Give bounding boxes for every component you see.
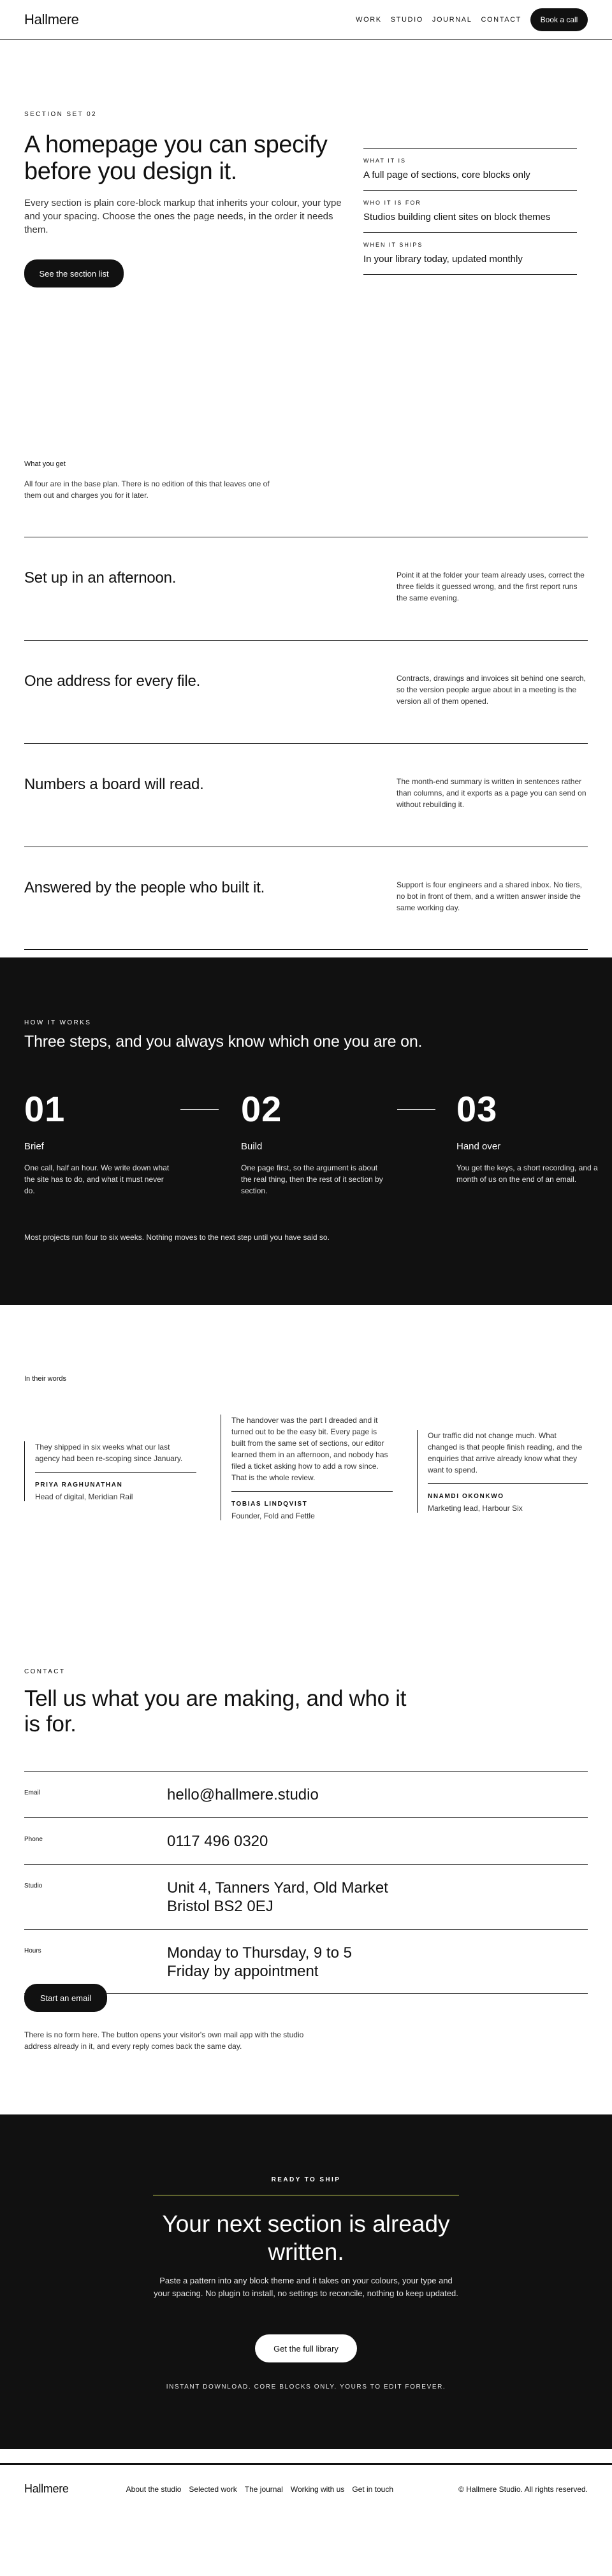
site-footer bbox=[0, 2463, 612, 2513]
fact-value: A full page of sections, core blocks only bbox=[363, 170, 530, 180]
cta-eyebrow: READY TO SHIP bbox=[271, 2176, 341, 2183]
contact-label: Email bbox=[24, 1789, 41, 1796]
step-number: 02 bbox=[241, 1089, 282, 1129]
step-item bbox=[24, 1090, 171, 1197]
contact-address: Unit 4, Tanners Yard, Old Market Bristol BS2 0EJ bbox=[167, 1879, 388, 1915]
fact-value: In your library today, updated monthly bbox=[363, 254, 523, 265]
how-it-works-section bbox=[0, 957, 612, 1305]
see-section-list-button[interactable]: See the section list bbox=[24, 259, 124, 287]
fact-value: Studios building client sites on block themes bbox=[363, 212, 551, 222]
feature-title: Answered by the people who built it. bbox=[24, 879, 265, 896]
testimonial-name: NNAMDI OKONKWO bbox=[428, 1493, 504, 1500]
footer-links bbox=[126, 2485, 401, 2494]
fact-label: WHAT IT IS bbox=[363, 157, 407, 164]
section-subtitle: All four are in the base plan. There is no edition of this that leaves one of them out and charges you for it later. bbox=[24, 479, 270, 500]
feature-row bbox=[24, 537, 588, 640]
contact-row-studio bbox=[24, 1864, 588, 1929]
contact-section bbox=[0, 1668, 612, 2114]
testimonials-section bbox=[0, 1305, 612, 1668]
feature-title: Numbers a board will read. bbox=[24, 776, 204, 793]
feature-row bbox=[24, 847, 588, 950]
feature-description: Point it at the folder your team already uses, correct the three fields it guessed wrong, and the first report runs the same evening. bbox=[397, 571, 585, 602]
step-item bbox=[241, 1090, 388, 1197]
hero-facts bbox=[363, 148, 577, 275]
logo[interactable]: Hallmere bbox=[24, 11, 79, 27]
contact-note: There is no form here. The button opens your visitor's own mail app with the studio address already in it, and every reply comes back the same day. bbox=[24, 2030, 304, 2051]
contact-label: Hours bbox=[24, 1947, 41, 1954]
fact-label: WHEN IT SHIPS bbox=[363, 242, 423, 248]
contact-label: Studio bbox=[24, 1882, 43, 1889]
testimonial-role: Marketing lead, Harbour Six bbox=[428, 1504, 523, 1513]
step-title: Hand over bbox=[456, 1141, 501, 1152]
contact-email-link[interactable]: hello@hallmere.studio bbox=[167, 1786, 319, 1803]
contact-eyebrow: CONTACT bbox=[24, 1668, 66, 1675]
testimonial-role: Founder, Fold and Fettle bbox=[231, 1511, 315, 1520]
footer-link-working[interactable]: Working with us bbox=[290, 2484, 345, 2494]
testimonial-quote: They shipped in six weeks what our last agency had been re-scoping since January. bbox=[35, 1441, 196, 1473]
step-description: One call, half an hour. We write down what the site has to do, and what it must never do. bbox=[24, 1163, 170, 1195]
feature-description: The month-end summary is written in sentences rather than columns, and it exports as a page you can send on without rebuilding it. bbox=[397, 777, 586, 809]
step-connector bbox=[397, 1109, 435, 1110]
hero-intro: Every section is plain core-block markup that inherits your colour, your type and your spacing. Choose the ones the page needs, in the order it needs them. bbox=[24, 198, 342, 235]
footer-link-work[interactable]: Selected work bbox=[189, 2484, 237, 2494]
testimonial-quote: Our traffic did not change much. What changed is that people finish reading, and the enquiries that arrive already know what they want to spend. bbox=[428, 1430, 588, 1484]
feature-list bbox=[24, 537, 588, 950]
how-eyebrow: HOW IT WORKS bbox=[24, 1019, 92, 1026]
step-connector bbox=[180, 1109, 219, 1110]
contact-row-hours bbox=[24, 1929, 588, 1994]
hero-eyebrow: SECTION SET 02 bbox=[24, 111, 97, 118]
feature-description: Contracts, drawings and invoices sit behind one search, so the version people argue about in a meeting is the version all of them opened. bbox=[397, 674, 586, 706]
nav-link-journal[interactable]: JOURNAL bbox=[432, 15, 472, 24]
step-number: 01 bbox=[24, 1089, 66, 1129]
step-description: One page first, so the argument is about the real thing, then the rest of it section by section. bbox=[241, 1163, 383, 1195]
step-item bbox=[456, 1090, 603, 1185]
fact-item bbox=[363, 190, 577, 232]
what-you-get-section bbox=[0, 384, 612, 957]
contact-label: Phone bbox=[24, 1836, 43, 1843]
fact-item bbox=[363, 232, 577, 275]
testimonial-card bbox=[24, 1441, 196, 1501]
cta-title: Your next section is already written. bbox=[162, 2211, 450, 2265]
footer-link-journal[interactable]: The journal bbox=[244, 2484, 283, 2494]
section-label: What you get bbox=[24, 460, 66, 468]
section-label: In their words bbox=[24, 1375, 67, 1383]
hero-section bbox=[0, 40, 612, 384]
hero-title: A homepage you can specify before you design it. bbox=[24, 131, 328, 185]
footer-logo[interactable]: Hallmere bbox=[24, 2482, 69, 2495]
contact-phone-link[interactable]: 0117 496 0320 bbox=[167, 1833, 268, 1850]
how-title: Three steps, and you always know which one you are on. bbox=[24, 1033, 423, 1051]
feature-row bbox=[24, 743, 588, 847]
contact-title: Tell us what you are making, and who it is for. bbox=[24, 1686, 407, 1736]
site-header bbox=[0, 0, 612, 40]
testimonial-card bbox=[221, 1415, 393, 1520]
feature-title: One address for every file. bbox=[24, 673, 201, 690]
start-email-button[interactable]: Start an email bbox=[24, 1984, 107, 2012]
main-nav bbox=[347, 8, 588, 31]
cta-text: Paste a pattern into any block theme and it takes on your colours, your type and your spacing. No plugin to install, no settings to reconcile, nothing to keep updated. bbox=[154, 2276, 458, 2298]
contact-row-phone bbox=[24, 1817, 588, 1864]
step-title: Build bbox=[241, 1141, 263, 1152]
book-call-button[interactable]: Book a call bbox=[530, 8, 588, 31]
testimonial-name: TOBIAS LINDQVIST bbox=[231, 1501, 308, 1508]
footer-link-about[interactable]: About the studio bbox=[126, 2484, 182, 2494]
contact-hours: Monday to Thursday, 9 to 5 Friday by appointment bbox=[167, 1944, 352, 1980]
contact-row-email bbox=[24, 1771, 588, 1817]
testimonial-role: Head of digital, Meridian Rail bbox=[35, 1492, 133, 1501]
footer-link-contact[interactable]: Get in touch bbox=[352, 2484, 394, 2494]
copyright: © Hallmere Studio. All rights reserved. bbox=[458, 2484, 588, 2494]
step-description: You get the keys, a short recording, and a month of us on the end of an email. bbox=[456, 1163, 598, 1184]
get-library-button[interactable]: Get the full library bbox=[255, 2334, 357, 2362]
nav-link-contact[interactable]: CONTACT bbox=[481, 15, 521, 24]
testimonial-name: PRIYA RAGHUNATHAN bbox=[35, 1481, 123, 1488]
cta-section bbox=[0, 2114, 612, 2449]
feature-description: Support is four engineers and a shared inbox. No tiers, no bot in front of them, and a written answer inside the same working day. bbox=[397, 880, 582, 912]
step-number: 03 bbox=[456, 1089, 498, 1129]
testimonial-card bbox=[417, 1430, 588, 1513]
nav-link-studio[interactable]: STUDIO bbox=[390, 15, 423, 24]
feature-row bbox=[24, 640, 588, 743]
cta-fineprint: INSTANT DOWNLOAD. CORE BLOCKS ONLY. YOURS TO EDIT FOREVER. bbox=[166, 2383, 446, 2390]
contact-details bbox=[24, 1771, 588, 1994]
fact-label: WHO IT IS FOR bbox=[363, 200, 421, 206]
feature-title: Set up in an afternoon. bbox=[24, 569, 177, 586]
how-note: Most projects run four to six weeks. Nothing moves to the next step until you have said so. bbox=[24, 1233, 330, 1242]
testimonial-quote: The handover was the part I dreaded and it turned out to be the easy bit. Every page is built from the same set of sections, our editor learned them in an afternoon, and nobody has filed a ticket asking how to add a row since. That is the whole review. bbox=[231, 1415, 393, 1492]
step-title: Brief bbox=[24, 1141, 44, 1152]
fact-item bbox=[363, 148, 577, 190]
nav-link-work[interactable]: WORK bbox=[356, 15, 382, 24]
